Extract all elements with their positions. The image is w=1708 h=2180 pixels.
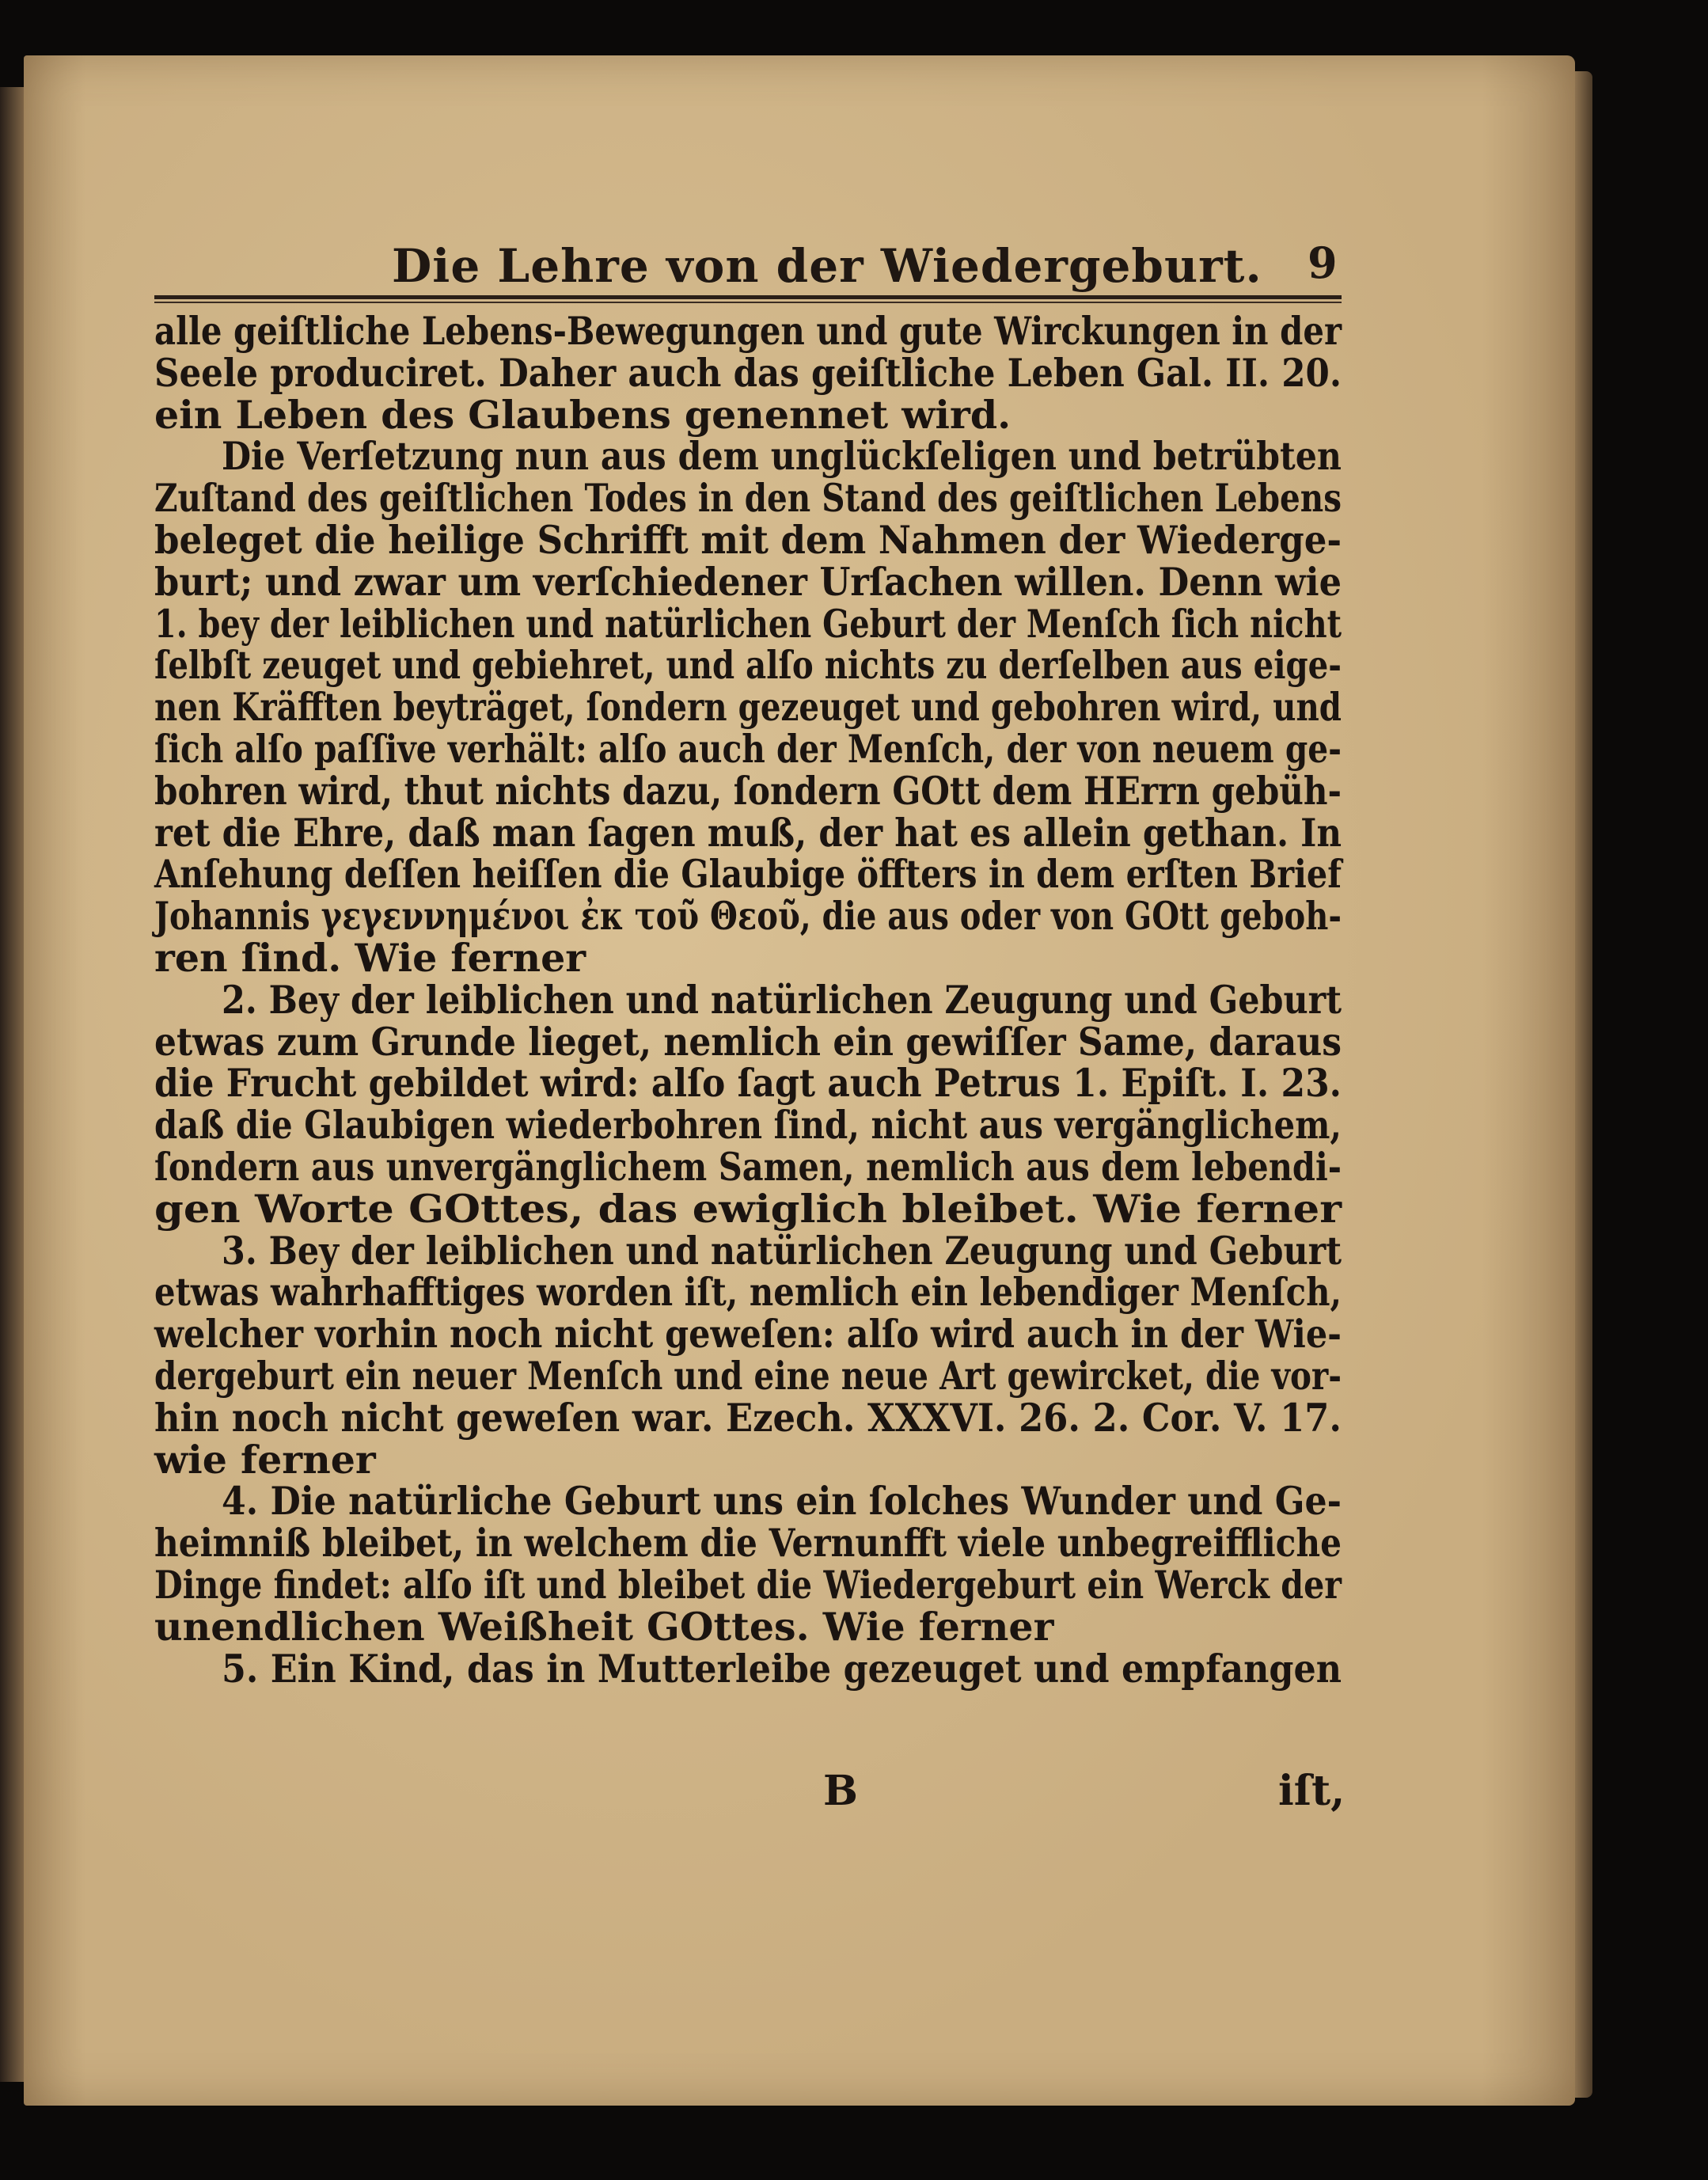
text-line: 5. Ein Kind, das in Mutterleibe gezeuget und empfangen	[222, 1645, 1342, 1692]
text-line: wie ferner	[154, 1436, 376, 1483]
text-line: welcher vorhin noch nicht geweſen: alſo wird auch in der Wie-	[154, 1311, 1342, 1358]
header-rule	[154, 295, 1342, 299]
text-line: ſondern aus unvergänglichem Samen, nemlich aus dem lebendi-	[154, 1143, 1342, 1190]
text-line: 3. Bey der leiblichen und natürlichen Zeugung und Geburt	[222, 1227, 1342, 1274]
signature-mark: B	[823, 1767, 858, 1815]
text-line: unendlichen Weißheit GOttes. Wie ferner	[154, 1603, 1054, 1650]
running-title: Die Lehre von der Wiedergeburt.	[392, 239, 1262, 293]
text-line: 2. Bey der leiblichen und natürlichen Zeugung und Geburt	[222, 976, 1342, 1023]
text-body	[154, 308, 1342, 1692]
text-line: dergeburt ein neuer Menſch und eine neue Art gewircket, die vor-	[154, 1352, 1342, 1399]
text-line: ſelbſt zeuget und gebiehret, und alſo nichts zu derſelben aus eige-	[154, 642, 1342, 689]
text-line: bohren wird, thut nichts dazu, ſondern GOtt dem HErrn gebüh-	[154, 767, 1342, 814]
text-line: alle geiſtliche Lebens-Bewegungen und gute Wirckungen in der	[154, 308, 1342, 354]
text-line: Dinge findet: alſo iſt und bleibet die Wiedergeburt ein Werck der	[154, 1561, 1342, 1608]
text-line: etwas zum Grunde lieget, nemlich ein gewiſſer Same, daraus	[154, 1018, 1342, 1065]
text-line: beleget die heilige Schrifft mit dem Nahmen der Wiederge-	[154, 516, 1342, 563]
text-line: nen Kräfften beyträget, ſondern gezeuget und gebohren wird, und	[154, 684, 1342, 731]
text-line: gen Worte GOttes, das ewiglich bleibet. Wie ferner	[154, 1185, 1342, 1232]
text-line: Zuſtand des geiſtlichen Todes in den Stand des geiſtlichen Lebens	[154, 475, 1342, 522]
text-line: 4. Die natürliche Geburt uns ein ſolches Wunder und Ge-	[222, 1478, 1342, 1525]
header-rule-thin	[154, 302, 1342, 303]
text-line: ſich alſo paſſive verhält: alſo auch der Menſch, der von neuem ge-	[154, 725, 1342, 772]
text-line: burt; und zwar um verſchiedener Urſachen willen. Denn wie	[154, 558, 1342, 605]
text-line: die Frucht gebildet wird: alſo ſagt auch Petrus 1. Epiſt. I. 23.	[154, 1060, 1342, 1107]
text-line: Johannis γεγεννημένοι ἐκ τοῦ Θεοῦ, die aus oder von GOtt geboh-	[154, 893, 1342, 940]
running-header	[154, 234, 1342, 293]
text-line: heimniß bleibet, in welchem die Vernunfft viele unbegreiffliche	[154, 1520, 1342, 1567]
binding-shadow	[0, 87, 24, 2082]
text-line: 1. bey der leiblichen und natürlichen Geburt der Menſch ſich nicht	[154, 600, 1342, 647]
text-line: etwas wahrhafftiges worden iſt, nemlich ein lebendiger Menſch,	[154, 1269, 1342, 1316]
text-line: Anſehung deſſen heiſſen die Glaubige öffters in dem erſten Brief	[154, 851, 1342, 898]
text-line: daß die Glaubigen wiederbohren ſind, nicht aus vergänglichem,	[154, 1102, 1342, 1149]
text-line: ren ſind. Wie ferner	[154, 934, 586, 981]
text-line: ein Leben des Glaubens genennet wird.	[154, 391, 1012, 438]
catchword: iſt,	[1278, 1767, 1346, 1815]
text-line: Seele produciret. Daher auch das geiſtliche Leben Gal. II. 20.	[154, 349, 1342, 396]
text-line: Die Verſetzung nun aus dem unglückſeligen und betrübten	[222, 433, 1342, 480]
text-line: hin noch nicht geweſen war. Ezech. XXXVI. 26. 2. Cor. V. 17.	[154, 1394, 1342, 1441]
text-line: ret die Ehre, daß man ſagen muß, der hat es allein gethan. In	[154, 809, 1342, 856]
page-number: 9	[1308, 237, 1338, 288]
page-edge	[1575, 71, 1592, 2098]
